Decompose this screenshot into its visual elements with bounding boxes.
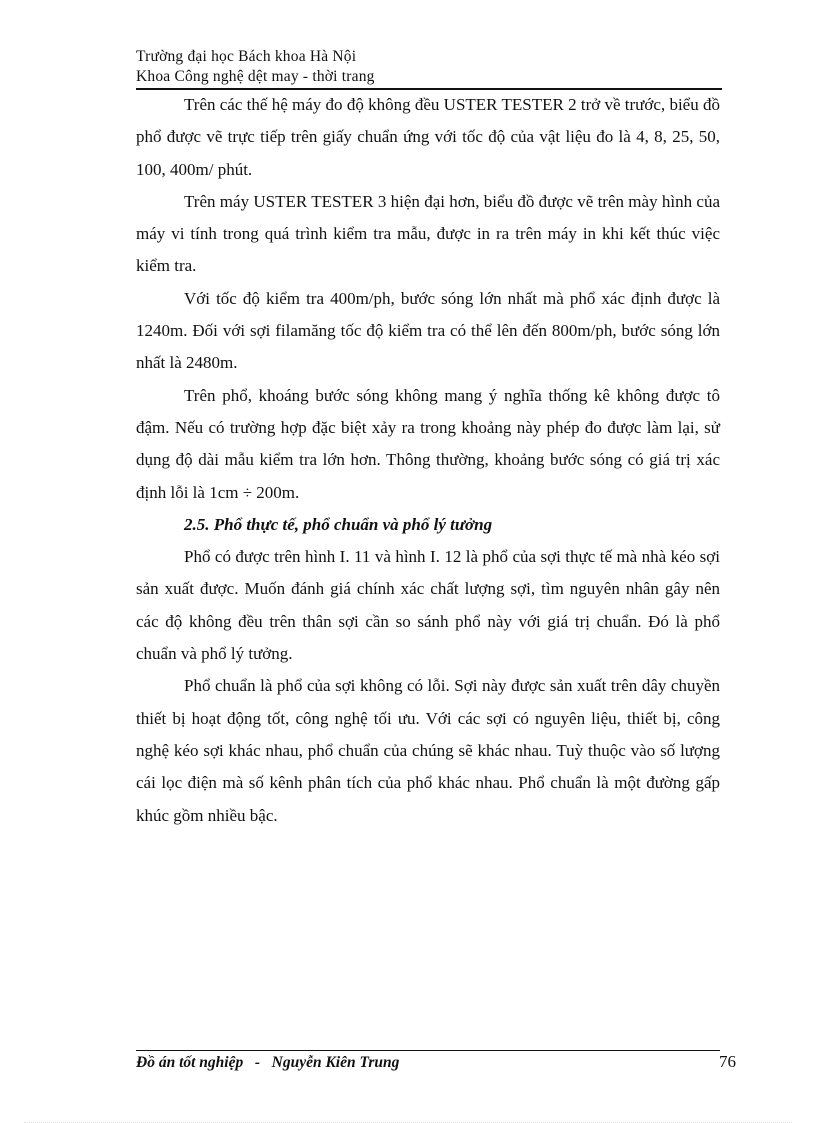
paragraph-3: Với tốc độ kiểm tra 400m/ph, bước sóng lớn nhất mà phổ xác định được là 1240m. Đối với sợi filamăng tốc độ kiểm tra có thể lên đến 800m/ph, bước sóng lớn nhất là 2480m.: [136, 288, 720, 373]
page-body: [136, 89, 720, 832]
paragraph-2: Trên máy USTER TESTER 3 hiện đại hơn, biểu đồ được vẽ trên mày hình của máy vi tính trong quá trình kiểm tra mẫu, được in ra trên máy in khi kết thúc việc kiểm tra.: [136, 191, 720, 276]
header-faculty: Khoa Công nghệ dệt may - thời trang: [136, 68, 375, 85]
paragraph-5: Phổ có được trên hình I. 11 và hình I. 12 là phổ của sợi thực tế mà nhà kéo sợi sản xuất được. Muốn đánh giá chính xác chất lượng sợi, tìm nguyên nhân gây nên các độ không đều trên thân sợi cần so sánh phổ này với giá trị chuẩn. Đó là phổ chuẩn và phổ lý tưởng.: [136, 547, 720, 664]
page-header: [136, 47, 720, 87]
section-heading: 2.5. Phổ thực tế, phổ chuẩn và phổ lý tưởng: [184, 514, 493, 534]
paragraph-6: Phổ chuẩn là phổ của sợi không có lỗi. Sợi này được sản xuất trên dây chuyền thiết bị hoạt động tốt, công nghệ tối ưu. Với các sợi có nguyên liệu, thiết bị, công nghệ kéo sợi khác nhau, phổ chuẩn của chúng sẽ khác nhau. Tuỳ thuộc vào số lượng cái lọc điện mà số kênh phân tích của phổ khác nhau. Phổ chuẩn là một đường gấp khúc gồm nhiều bậc.: [136, 676, 720, 825]
header-university: Trường đại học Bách khoa Hà Nội: [136, 48, 357, 65]
page-number: 76: [719, 1052, 736, 1071]
paragraph-1: Trên các thế hệ máy đo độ không đều USTER TESTER 2 trở về trước, biểu đồ phổ được vẽ trực tiếp trên giấy chuẩn ứng với tốc độ của vật liệu đo là 4, 8, 25, 50, 100, 400m/ phút.: [136, 95, 720, 179]
paragraph-4: Trên phổ, khoáng bước sóng không mang ý nghĩa thống kê không được tô đậm. Nếu có trường hợp đặc biệt xảy ra trong khoảng này phép đo được làm lại, sử dụng độ dài mẫu kiểm tra lớn hơn. Thông thường, khoảng bước sóng có giá trị xác định lỗi là 1cm ÷ 200m.: [136, 385, 720, 502]
footer-divider: [136, 1050, 720, 1051]
footer-title: Đồ án tốt nghiệp - Nguyễn Kiên Trung: [136, 1054, 400, 1071]
